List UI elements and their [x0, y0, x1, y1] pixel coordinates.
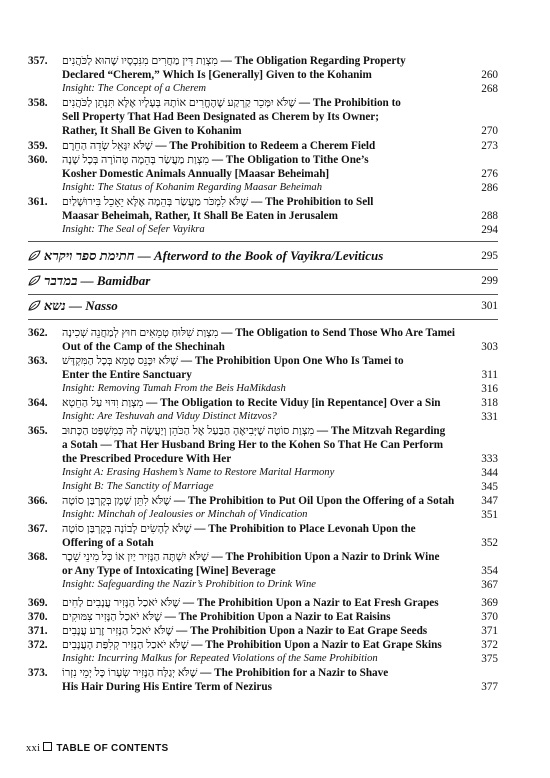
entry-number: 372.: [28, 639, 48, 651]
english-title: Kosher Domestic Animals Annually [Maasar Beheimah]: [62, 168, 330, 180]
entry-number: 366.: [28, 495, 48, 507]
section-title: במדבר — Bamidbar: [44, 273, 151, 288]
english-title: Out of the Camp of the Shechinah: [62, 341, 225, 353]
entry-line: [62, 340, 492, 354]
page-number: 268: [481, 83, 498, 95]
hebrew-title: מִצְוַת שִׁלּוּחַ טְמֵאִים חוּץ לְמַחֲנֵה שְׁכִינָה: [62, 327, 219, 339]
leaf-icon: [28, 300, 41, 311]
hebrew-title: שֶׁלֹּא לִתֵּן שֶׁמֶן בְּקָרְבַּן סוֹטָה: [62, 495, 172, 507]
page-number: 303: [481, 341, 498, 353]
english-title: — The Obligation to Recite Viduy [in Repentance] Over a Sin: [143, 397, 441, 409]
hebrew-title: שֶׁלֹּא יִמָּכֵר קַרְקַע שֶׁהֶחֱרִים אוֹתָהּ בְּעָלָיו אֶלָּא תִּנָּתֵן לַכֹּהֲנִים: [62, 97, 297, 109]
hebrew-title: שֶׁלֹּא יֹאכַל הַנָּזִיר זֶרַע עֲנָבִים: [62, 625, 174, 637]
page-number: 286: [481, 182, 498, 194]
page-number: 294: [481, 224, 498, 236]
english-title: His Hair During His Entire Term of Nezirus: [62, 681, 272, 693]
page-number: 276: [481, 168, 498, 180]
entry-insight: [62, 466, 492, 480]
entry-line: [62, 209, 492, 223]
entry-number: 367.: [28, 523, 48, 535]
entry-line: [62, 124, 492, 138]
hebrew-title: שֶׁלֹּא לִמְכֹּר מַעֲשַׂר בְּהֵמָה אֶלָּא יֵאָכֵל בִּירוּשָׁלַיִם: [62, 196, 249, 208]
page-number: 377: [481, 681, 498, 693]
entry-line: [62, 666, 492, 680]
entry-line: [62, 110, 492, 124]
divider: [28, 294, 498, 295]
section-title: חתימת ספר ויקרא — Afterword to the Book of Vayikra/Leviticus: [44, 248, 384, 263]
section-page: 295: [481, 250, 498, 262]
insight-title: Insight: Are Teshuvah and Viduy Distinct Mitzvos?: [62, 411, 277, 422]
english-title: Rather, It Shall Be Given to Kohanim: [62, 125, 242, 137]
entry-line: [62, 610, 492, 624]
entry-line: [62, 54, 492, 68]
hebrew-title: מִצְוַת סוֹטָה שֶׁיְּבִיאֶהָ הַבַּעַל אֶל הַכֹּהֵן וְיַעֲשֶׂה לָהּ כְּמִשְׁפַּט הַכָּתוּב: [62, 425, 315, 437]
page-number: 331: [481, 411, 498, 423]
entry-line: [62, 68, 492, 82]
entry-line: [62, 139, 492, 153]
entry-line: [62, 596, 492, 610]
entry-line: [62, 680, 492, 694]
hebrew-title: שֶׁלֹּא יִשְׁתֶּה הַנָּזִיר יַיִן אוֹ כָּל מִינֵי שֵׁכָר: [62, 551, 209, 563]
english-title: — The Mitzvah Regarding: [314, 425, 446, 437]
page-number: 347: [481, 495, 498, 507]
english-title: or Any Type of Intoxicating [Wine] Beverage: [62, 565, 276, 577]
hebrew-title: מִצְוַת מַעֲשַׂר בְּהֵמָה טְהוֹרָה בְּכָל שָׁנָה: [62, 154, 210, 166]
divider: [28, 241, 498, 242]
insight-title: Insight: The Seal of Sefer Vayikra: [62, 224, 205, 235]
page-number: 288: [481, 210, 498, 222]
insight-title: Insight: Safeguarding the Nazir’s Prohibition to Drink Wine: [62, 579, 316, 590]
hebrew-title: שֶׁלֹּא יֹאכַל הַנָּזִיר צִמּוּקִים: [62, 611, 162, 623]
english-title: Declared “Cherem,” Which Is [Generally] Given to the Kohanim: [62, 69, 372, 81]
english-title: — The Obligation to Send Those Who Are Tamei: [218, 327, 455, 339]
page-number: 367: [481, 579, 498, 591]
english-title: the Prescribed Procedure With Her: [62, 453, 232, 465]
entry-insight: [62, 578, 492, 592]
leaf-icon: [28, 250, 41, 261]
entry-number: 368.: [28, 551, 48, 563]
english-title: — The Prohibition to Place Levonah Upon the: [191, 523, 416, 535]
hebrew-title: שֶׁלֹּא יֹאכַל הַנָּזִיר עֲנָבִים לַחִים: [62, 597, 181, 609]
insight-title: Insight: The Status of Kohanim Regarding Maasar Beheimah: [62, 182, 323, 193]
entry-line: [62, 550, 492, 564]
entry-number: 371.: [28, 625, 48, 637]
entry-line: [62, 638, 492, 652]
page-number: 352: [481, 537, 498, 549]
hebrew-title: שֶׁלֹּא יִגָּאֵל שְׂדֵה הַחֵרֶם: [62, 140, 153, 152]
hebrew-title: שֶׁלֹּא לְהָשִׂים לְבוֹנָה בְּקָרְבַּן סוֹטָה: [62, 523, 192, 535]
hebrew-title: שֶׁלֹּא יִכָּנֵס טָמֵא בְּכָל הַמִּקְדָּשׁ: [62, 355, 179, 367]
insight-title: Insight A: Erasing Hashem’s Name to Restore Marital Harmony: [62, 467, 335, 478]
entry-line: [62, 167, 492, 181]
page-number: 370: [481, 611, 498, 623]
english-title: — The Prohibition Upon a Nazir to Eat Raisins: [161, 611, 391, 623]
entry-insight: [62, 181, 492, 195]
entry-number: 370.: [28, 611, 48, 623]
english-title: — The Prohibition to Sell: [248, 196, 374, 208]
divider: [28, 269, 498, 270]
insight-title: Insight: Minchah of Jealousies or Minchah of Vindication: [62, 509, 308, 520]
insight-title: Insight: Removing Tumah From the Beis HaMikdash: [62, 383, 286, 394]
footer-label: TABLE OF CONTENTS: [56, 743, 169, 754]
entry-number: 362.: [28, 327, 48, 339]
english-title: Enter the Entire Sanctuary: [62, 369, 192, 381]
entry-line: [62, 354, 492, 368]
entry-insight: [62, 410, 492, 424]
english-title: — The Prohibition Upon a Nazir to Drink Wine: [208, 551, 440, 563]
divider: [28, 319, 498, 320]
page-number: 372: [481, 639, 498, 651]
english-title: Maasar Beheimah, Rather, It Shall Be Eaten in Jerusalem: [62, 210, 338, 222]
entry-line: [62, 624, 492, 638]
page-number: 311: [481, 369, 498, 381]
page-number: 354: [481, 565, 498, 577]
page-number: 369: [481, 597, 498, 609]
page-number: 351: [481, 509, 498, 521]
page-number: 273: [481, 140, 498, 152]
entry-line: [62, 153, 492, 167]
entry-number: 373.: [28, 667, 48, 679]
english-title: — The Prohibition for a Nazir to Shave: [197, 667, 389, 679]
page-number: 260: [481, 69, 498, 81]
entry-line: [62, 195, 492, 209]
english-title: a Sotah — That Her Husband Bring Her to the Kohen So That He Can Perform: [62, 439, 444, 451]
english-title: — The Obligation Regarding Property: [217, 55, 406, 67]
entry-line: [62, 396, 492, 410]
page-number: 318: [481, 397, 498, 409]
square-icon: [43, 742, 52, 751]
entry-line: [62, 424, 492, 438]
entry-number: 364.: [28, 397, 48, 409]
english-title: — The Prohibition Upon a Nazir to Eat Grape Skins: [188, 639, 442, 651]
entry-line: [62, 494, 492, 508]
page-number: 371: [481, 625, 498, 637]
entry-line: [62, 536, 492, 550]
page-number: 344: [481, 467, 498, 479]
entry-number: 357.: [28, 55, 48, 67]
english-title: — The Prohibition to: [296, 97, 401, 109]
entry-number: 361.: [28, 196, 48, 208]
insight-title: Insight B: The Sanctity of Marriage: [62, 481, 214, 492]
entry-line: [62, 452, 492, 466]
leaf-icon: [28, 275, 41, 286]
page-number: 270: [481, 125, 498, 137]
english-title: — The Obligation to Tithe One’s: [209, 154, 369, 166]
entry-number: 358.: [28, 97, 48, 109]
english-title: — The Prohibition Upon One Who Is Tamei to: [178, 355, 404, 367]
section-title: נשא — Nasso: [44, 298, 118, 313]
entry-insight: [62, 652, 492, 666]
english-title: Offering of a Sotah: [62, 537, 154, 549]
english-title: Sell Property That Had Been Designated as Cherem by Its Owner;: [62, 111, 379, 123]
section-page: 299: [481, 275, 498, 287]
entry-line: [62, 368, 492, 382]
entry-insight: [62, 508, 492, 522]
page-number: 375: [481, 653, 498, 665]
english-title: — The Prohibition to Redeem a Cherem Field: [152, 140, 376, 152]
entry-number: 360.: [28, 154, 48, 166]
entry-line: [62, 326, 492, 340]
english-title: — The Prohibition to Put Oil Upon the Offering of a Sotah: [171, 495, 455, 507]
entry-number: 369.: [28, 597, 48, 609]
section-page: 301: [481, 300, 498, 312]
entry-number: 359.: [28, 140, 48, 152]
entry-insight: [62, 480, 492, 494]
english-title: — The Prohibition Upon a Nazir to Eat Grape Seeds: [173, 625, 428, 637]
page-footer: [26, 742, 168, 754]
insight-title: Insight: Incurring Malkus for Repeated Violations of the Same Prohibition: [62, 653, 378, 664]
page-number: 333: [481, 453, 498, 465]
hebrew-title: שֶׁלֹּא יְגַלַּח הַנָּזִיר שְׂעָרוֹ כָּל יְמֵי נִזְרוֹ: [62, 667, 198, 679]
english-title: — The Prohibition Upon a Nazir to Eat Fresh Grapes: [180, 597, 439, 609]
entry-line: [62, 96, 492, 110]
folio: xxi: [26, 743, 41, 754]
entry-number: 363.: [28, 355, 48, 367]
entry-number: 365.: [28, 425, 48, 437]
page-number: 316: [481, 383, 498, 395]
entry-insight: [62, 223, 492, 237]
page-number: 345: [481, 481, 498, 493]
entry-insight: [62, 382, 492, 396]
entry-line: [62, 564, 492, 578]
insight-title: Insight: The Concept of a Cherem: [62, 83, 207, 94]
entry-line: [62, 438, 492, 452]
hebrew-title: מִצְוַת וִדּוּי עַל הַחֵטְא: [62, 397, 144, 409]
entry-line: [62, 522, 492, 536]
hebrew-title: שֶׁלֹּא יֹאכַל הַנָּזִיר קְלִפַּת הָעֲנָבִים: [62, 639, 189, 651]
entry-insight: [62, 82, 492, 96]
hebrew-title: מִצְוַת דִּין מַחֲרִים מִנִּכְסָיו שֶׁהוּא לַכֹּהֲנִים: [62, 55, 218, 67]
